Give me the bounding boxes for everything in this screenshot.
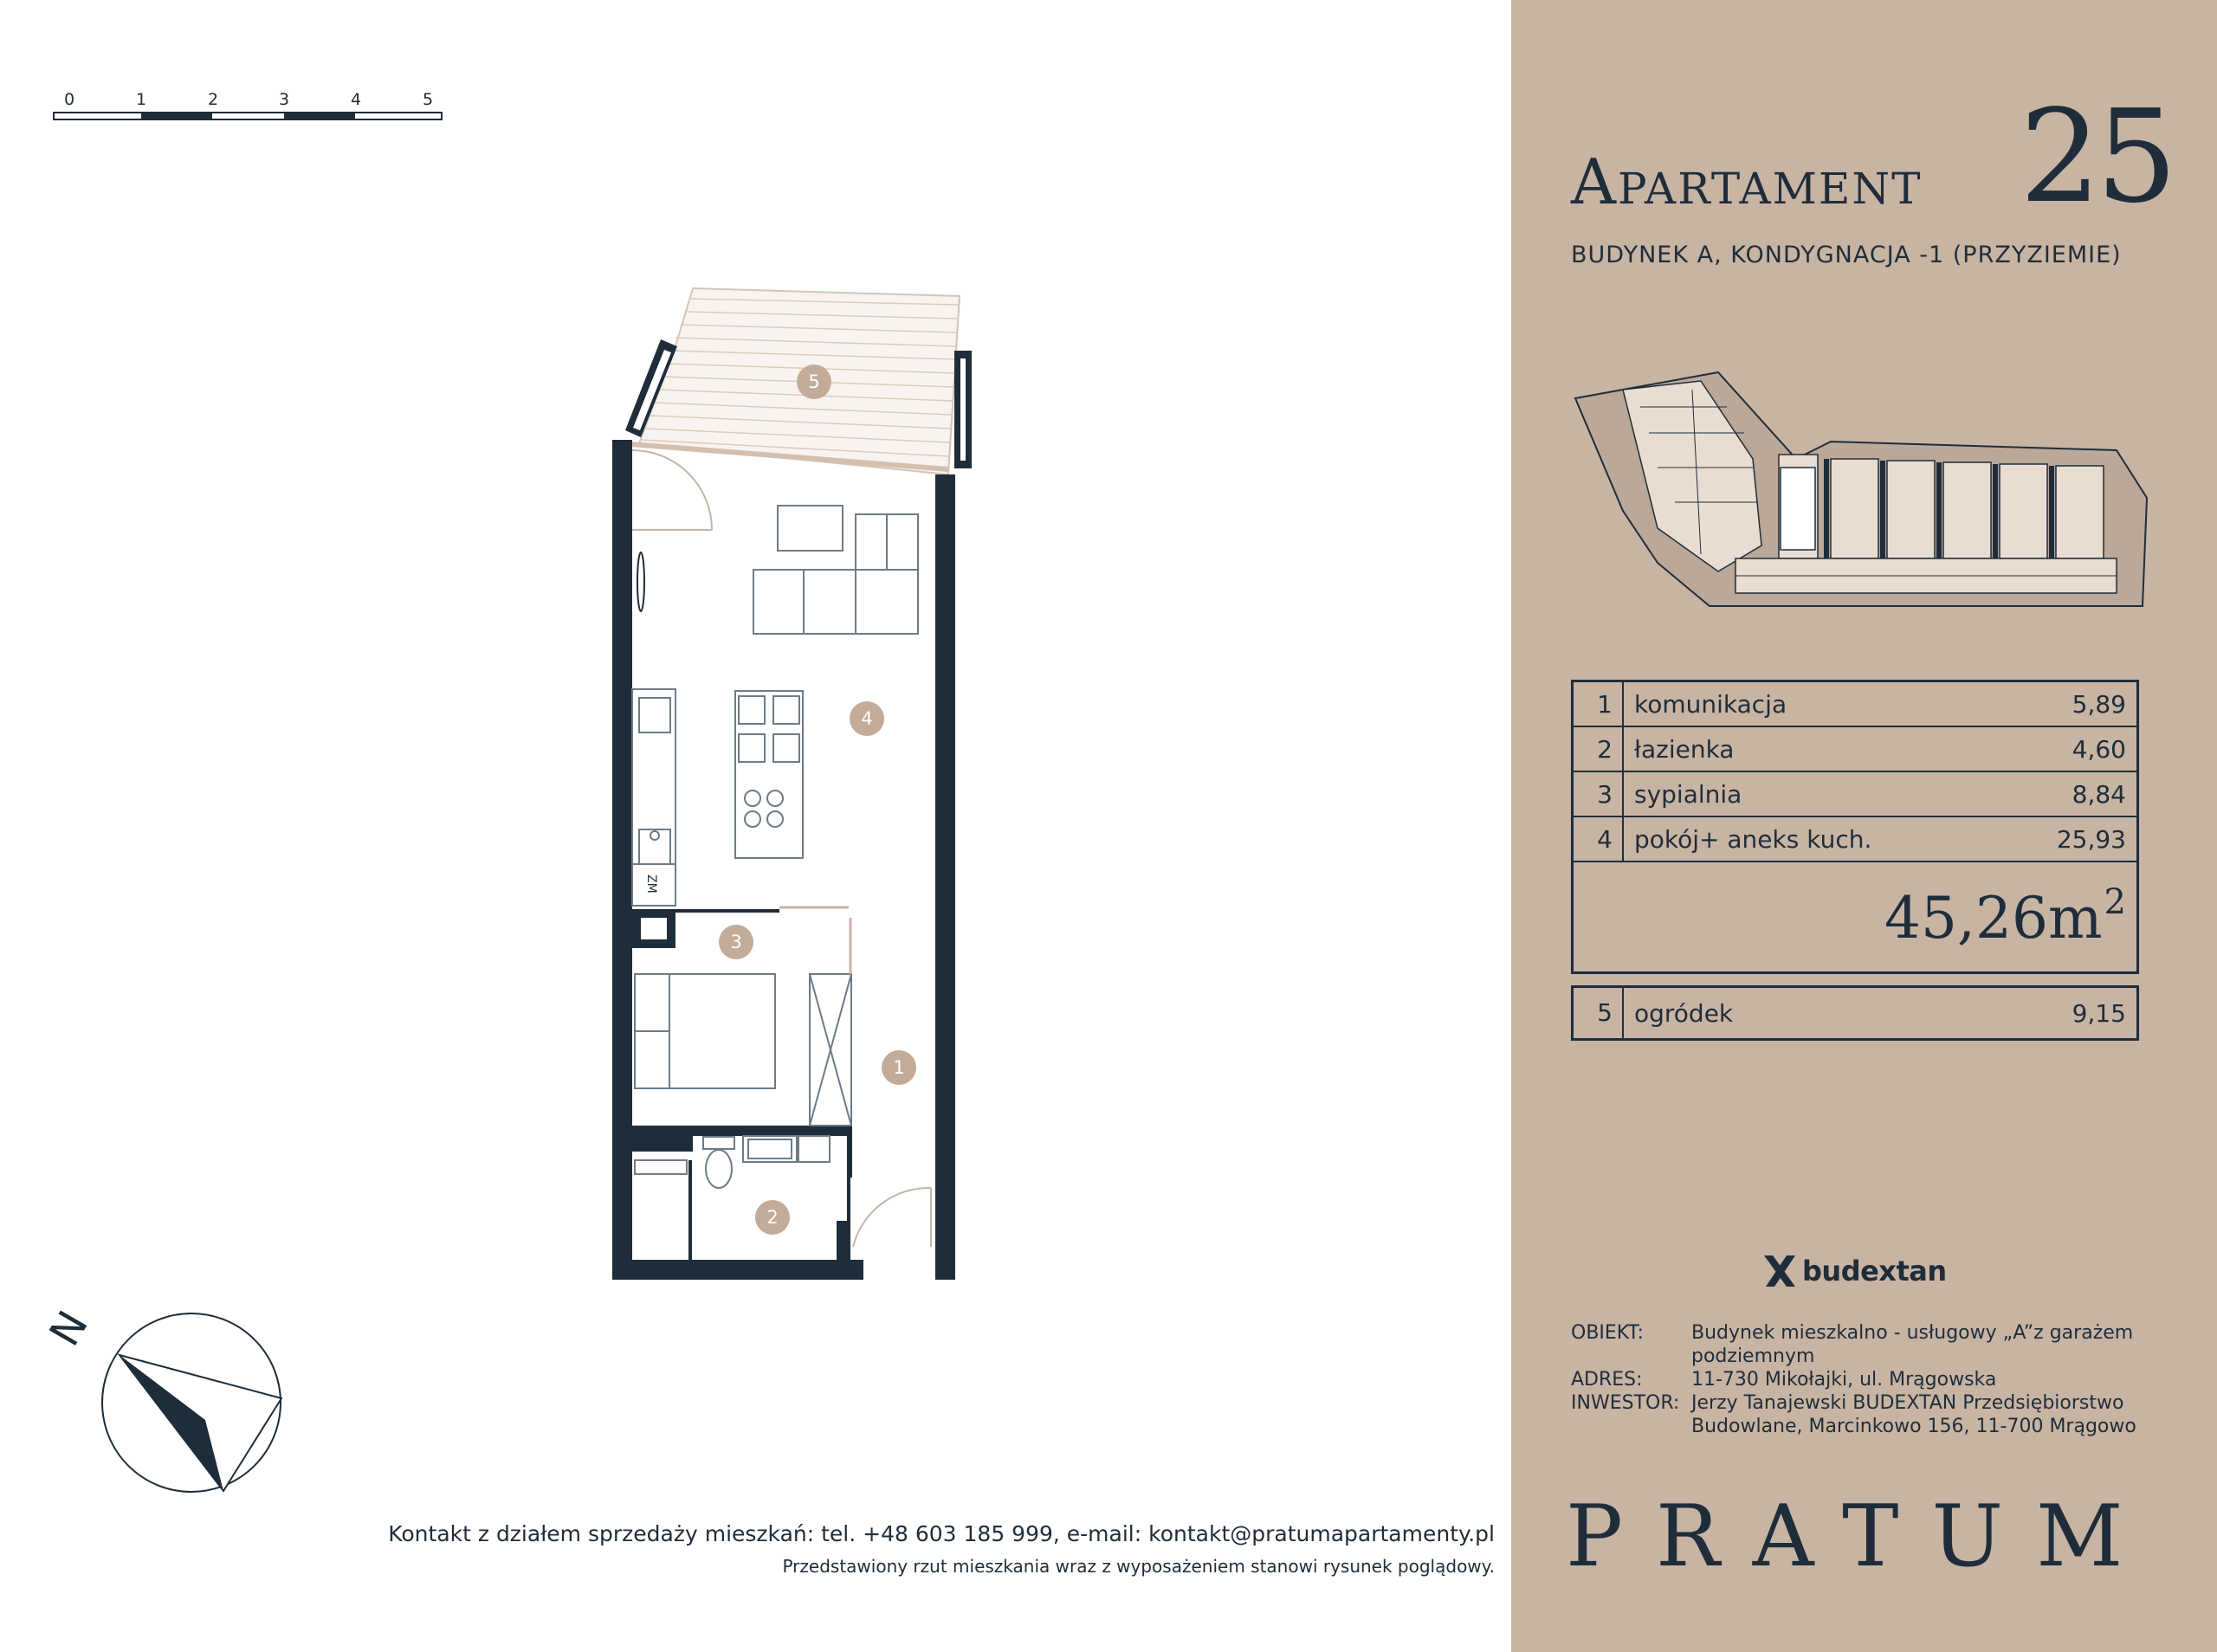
- room-number: 5: [1574, 988, 1624, 1038]
- wardrobe: [810, 974, 851, 1126]
- room-area: 5,89: [2072, 689, 2126, 719]
- info-value: 11-730 Mikołajki, ul. Mrągowska: [1691, 1369, 1997, 1391]
- room-badge-2: 2: [755, 1200, 790, 1235]
- bed: [635, 974, 775, 1088]
- scale-label-5: 5: [423, 90, 434, 109]
- room-number: 3: [1574, 772, 1624, 816]
- room-name: ogródek: [1634, 998, 1734, 1028]
- total-area-value: 45,26m: [1884, 885, 2103, 952]
- apartment-location: BUDYNEK A, KONDYGNACJA -1 (PRZYZIEMIE): [1571, 242, 2122, 268]
- table-row: [1574, 772, 2136, 817]
- total-area-row: [1574, 862, 2136, 971]
- info-panel: [1511, 0, 2217, 1652]
- table-row: [1574, 817, 2136, 862]
- sales-contact: Kontakt z działem sprzedaży mieszkań: tel. +48 603 185 999, e-mail: kontakt@pratumapartamenty.pl: [388, 1521, 1495, 1546]
- entrance-door: [853, 1188, 931, 1247]
- room-name: pokój+ aneks kuch.: [1634, 824, 1872, 854]
- room-area: 9,15: [2072, 998, 2126, 1028]
- table-row: [1574, 682, 2136, 727]
- info-label: OBIEKT:: [1571, 1322, 1644, 1344]
- scale-label-2: 2: [208, 90, 219, 109]
- rooms-area-table: [1571, 680, 2139, 974]
- room-area: 25,93: [2056, 824, 2126, 854]
- scale-bar: [54, 113, 442, 119]
- pratum-brand: PRATUM: [1566, 1487, 2156, 1586]
- total-area: [1884, 882, 2136, 952]
- room-name: łazienka: [1634, 734, 1735, 764]
- project-info: [1571, 1321, 2142, 1438]
- room-name: sypialnia: [1634, 779, 1742, 809]
- room-area: 8,84: [2072, 779, 2126, 809]
- balcony-door: [632, 450, 712, 530]
- logo-wordmark: budextan: [1802, 1255, 1947, 1287]
- info-value: Budynek mieszkalno - usługowy „A”z garażem podziemnym: [1691, 1322, 2134, 1367]
- info-label: INWESTOR:: [1571, 1392, 1680, 1414]
- garden-area-table: [1571, 985, 2139, 1041]
- info-row-object: [1571, 1321, 2142, 1368]
- room-badge-1: 1: [882, 1050, 916, 1085]
- kitchen-counter: [632, 689, 675, 906]
- building-key-plan: [1571, 355, 2160, 615]
- sofa: [753, 506, 918, 634]
- apartment-word-text: Apartament: [1571, 145, 1923, 218]
- apartment-number: 25: [2020, 82, 2173, 231]
- info-row-address: [1571, 1368, 2142, 1391]
- scale-label-1: 1: [136, 90, 147, 109]
- north-compass: [102, 1313, 281, 1492]
- budextan-logo: [1762, 1254, 1947, 1288]
- scale-label-0: 0: [64, 90, 75, 109]
- room-badge-5: 5: [797, 365, 831, 399]
- room-name: komunikacja: [1634, 689, 1787, 719]
- room-badge-3: 3: [719, 925, 753, 959]
- scale-label-3: 3: [279, 90, 290, 109]
- room-badge-4: 4: [850, 701, 884, 736]
- info-label: ADRES:: [1571, 1369, 1643, 1391]
- room-area: 4,60: [2072, 734, 2126, 764]
- room-number: 2: [1574, 727, 1624, 771]
- info-value: Jerzy Tanajewski BUDEXTAN Przedsiębiorstwo Budowlane, Marcinkowo 156, 11-700 Mrągowo: [1691, 1392, 2136, 1437]
- illustration-note: Przedstawiony rzut mieszkania wraz z wyposażeniem stanowi rysunek poglądowy.: [782, 1556, 1495, 1577]
- total-area-unit-exponent: 2: [2104, 882, 2126, 922]
- fridge-label: ZM: [644, 874, 658, 894]
- apartment-title-word: [1571, 145, 1922, 218]
- table-row: [1574, 727, 2136, 772]
- table-row: [1574, 988, 2136, 1038]
- room-number: 4: [1574, 817, 1624, 861]
- info-row-investor: [1571, 1391, 2142, 1438]
- scale-label-4: 4: [351, 90, 362, 109]
- room-number: 1: [1574, 682, 1624, 726]
- dining-island: [735, 691, 803, 858]
- compass-north-label: N: [40, 1302, 98, 1355]
- budextan-x-icon: [1762, 1254, 1797, 1288]
